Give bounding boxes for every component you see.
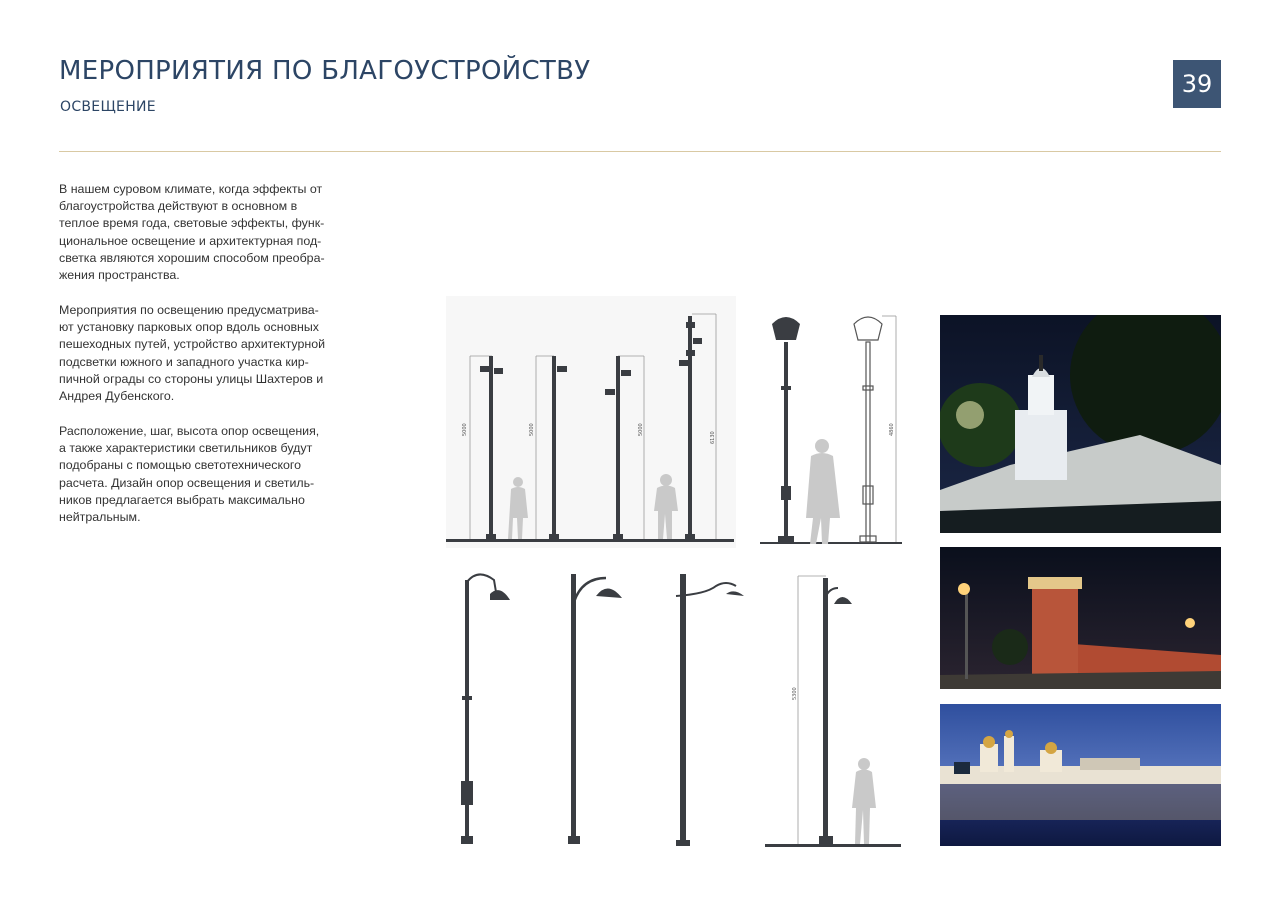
page-title: МЕРОПРИЯТИЯ ПО БЛАГОУСТРОЙСТВУ [59,56,591,86]
header-divider [59,151,1221,152]
ground-line [446,539,734,542]
height-label: 5300 [792,687,798,700]
text-line: пичной ограды со стороны улицы Шахтеров и [59,371,324,386]
text-line: теплое время года, световые эффекты, функ- [59,216,325,231]
text-line: В нашем суровом климате, когда эффекты от [59,182,323,196]
text-line: Расположение, шаг, высота опор освещения, [59,424,320,438]
text-line: расчета. Дизайн опор освещения и светиль- [59,475,315,490]
height-label: 4860 [889,423,895,436]
text-line: светка являются хорошим способом преобра- [59,250,325,265]
lantern-poles-drawing [760,306,902,548]
height-label: 5000 [462,423,468,436]
pole [489,356,493,539]
text-line: ют установку парковых опор вдоль основных [59,320,319,335]
lantern-pole [772,317,800,542]
arm-pole [461,574,510,844]
arm-pole [568,574,622,844]
person-silhouette [852,758,876,844]
text-line: благоустройства действуют в основном в [59,199,298,214]
height-label: 5000 [529,423,535,436]
height-label: 6130 [710,431,716,444]
person-silhouette [806,439,840,544]
pole [552,356,556,539]
paragraph-climate [59,181,355,284]
text-line: пешеходных путей, устройство архитектурной [59,337,326,352]
arm-pole [676,574,744,846]
pole [688,316,692,539]
ground-line [760,542,902,544]
text-line: циональное освещение и архитектурная под- [59,233,322,248]
arm-poles-drawing [446,566,906,852]
height-label: 5000 [638,423,644,436]
park-poles-drawing [446,296,736,548]
text-line: подсветки южного и западного участка кир- [59,354,309,369]
text-line: подобраны с помощью светотехнического [59,458,302,473]
text-line: а также характеристики светильников будут [59,441,313,456]
pole [616,356,620,539]
page-number-badge: 39 [1173,60,1221,108]
text-line: нейтральным. [59,510,141,525]
section-subtitle: ОСВЕЩЕНИЕ [60,99,156,115]
arm-pole [819,578,852,844]
paragraph-calculation [59,423,355,526]
text-line: Мероприятия по освещению предусматрива- [59,303,319,317]
paragraph-measures [59,302,355,405]
text-line: Андрея Дубенского. [59,389,175,404]
lantern-pole-outline [854,317,882,542]
text-line: жения пространства. [59,268,180,283]
ground-line [765,844,901,847]
photo-night-monastery [940,315,1221,533]
text-line: ников предлагается выбрать максимально [59,492,305,507]
photo-red-tower [940,547,1221,689]
photo-monastery-reflection [940,704,1221,846]
